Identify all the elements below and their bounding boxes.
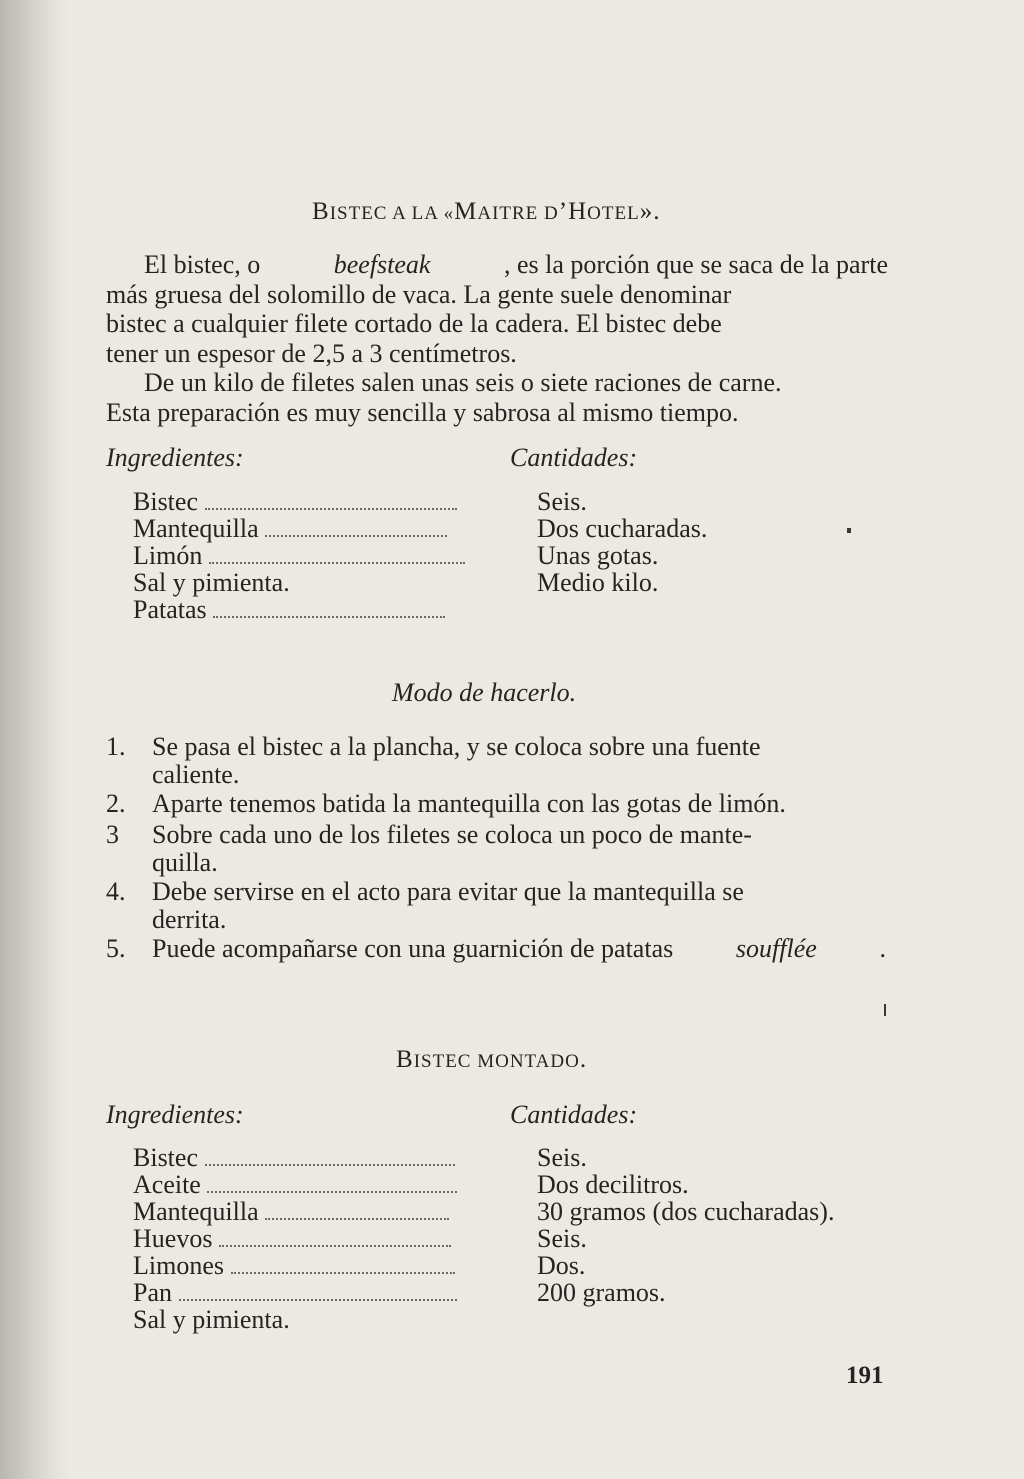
second-paragraph	[106, 368, 888, 427]
step-item	[106, 790, 888, 818]
step-item	[106, 878, 888, 934]
ingredient-row: Pan	[133, 1279, 481, 1306]
title-part: ’H	[558, 198, 588, 225]
step-item	[106, 935, 888, 963]
ingredient-row: Mantequilla	[133, 515, 481, 542]
step-item	[106, 821, 888, 877]
quantities-header: Cantidades:	[510, 1100, 638, 1129]
text-line: caliente.	[152, 760, 240, 789]
quantity-list	[537, 488, 707, 596]
ingredient-row: Huevos	[133, 1225, 481, 1252]
title-part: B	[396, 1046, 414, 1073]
speck-mark	[884, 1004, 886, 1016]
ingredient-row: Mantequilla	[133, 1198, 481, 1225]
title-part: .	[579, 1046, 588, 1073]
method-title: Modo de hacerlo.	[392, 678, 577, 707]
title-part: ».	[639, 198, 661, 225]
text-line: De un kilo de filetes salen unas seis o siete raciones de carne.	[144, 368, 782, 397]
ingredient-row: Limones	[133, 1252, 481, 1279]
quantity-value: Medio kilo.	[537, 568, 659, 597]
intro-paragraph	[106, 250, 888, 368]
step-number: 5.	[106, 934, 126, 963]
title-part: M	[454, 198, 478, 225]
quantity-value: Seis.	[537, 487, 587, 516]
ingredients-header: Ingredientes:	[106, 443, 244, 472]
text-line: El bistec, o beefsteak , es la porción que se saca de la parte	[144, 250, 888, 279]
quantity-value: Seis.	[537, 1224, 587, 1253]
text-line: Se pasa el bistec a la plancha, y se coloca sobre una fuente	[152, 732, 761, 761]
step-number: 4.	[106, 877, 126, 906]
page-number: 191	[846, 1362, 884, 1389]
ingredient-row: Aceite	[133, 1171, 481, 1198]
ingredient-row: Sal y pimienta.	[133, 1305, 290, 1334]
ingredient-row: Sal y pimienta.	[133, 568, 290, 597]
title-part: AITRE D	[477, 203, 559, 224]
text-line: tener un espesor de 2,5 a 3 centímetros.	[106, 338, 517, 368]
quantity-value: 30 gramos (dos cucharadas).	[537, 1197, 835, 1226]
ingredient-list	[133, 488, 481, 623]
ingredient-list	[133, 1144, 481, 1333]
quantity-value: Dos cucharadas.	[537, 514, 708, 543]
text-line: Esta preparación es muy sencilla y sabrosa al mismo tiempo.	[106, 397, 739, 427]
quantity-value: 200 gramos.	[537, 1278, 666, 1307]
text-line: quilla.	[152, 848, 218, 877]
recipe-title-bistec-montado	[396, 1046, 587, 1074]
step-item	[106, 733, 888, 789]
step-number: 2.	[106, 789, 126, 818]
quantity-value: Seis.	[537, 1143, 587, 1172]
ingredients-header: Ingredientes:	[106, 1100, 244, 1129]
title-part: B	[312, 198, 330, 225]
text-line: Sobre cada uno de los filetes se coloca un poco de mante-	[152, 820, 752, 849]
text-line: Aparte tenemos batida la mantequilla con las gotas de limón.	[152, 789, 786, 818]
ingredient-row: Limón	[133, 542, 481, 569]
text-line: Debe servirse en el acto para evitar que la mantequilla se	[152, 877, 744, 906]
speck-mark	[847, 528, 851, 533]
ingredient-row: Bistec	[133, 1144, 481, 1171]
quantity-value: Dos decilitros.	[537, 1170, 689, 1199]
title-part: ISTEC MONTADO	[413, 1051, 580, 1072]
step-number: 3	[106, 820, 119, 849]
ingredient-row: Patatas	[133, 596, 481, 623]
ingredient-row: Bistec	[133, 488, 481, 515]
text-line: derrita.	[152, 905, 227, 934]
quantity-list	[537, 1144, 834, 1306]
steps-list	[106, 733, 888, 973]
title-part: ISTEC A LA «	[329, 203, 455, 224]
text-line: más gruesa del solomillo de vaca. La gente suele denominar	[106, 279, 732, 309]
quantities-header: Cantidades:	[510, 443, 638, 472]
quantity-value: Unas gotas.	[537, 541, 659, 570]
text-line: Puede acompañarse con una guarnición de patatas soufflée .	[152, 934, 886, 963]
step-number: 1.	[106, 732, 126, 761]
text-line: bistec a cualquier filete cortado de la cadera. El bistec debe	[106, 309, 722, 338]
title-part: OTEL	[587, 203, 640, 224]
recipe-title-maitre-dhotel	[312, 198, 660, 226]
quantity-value: Dos.	[537, 1251, 586, 1280]
